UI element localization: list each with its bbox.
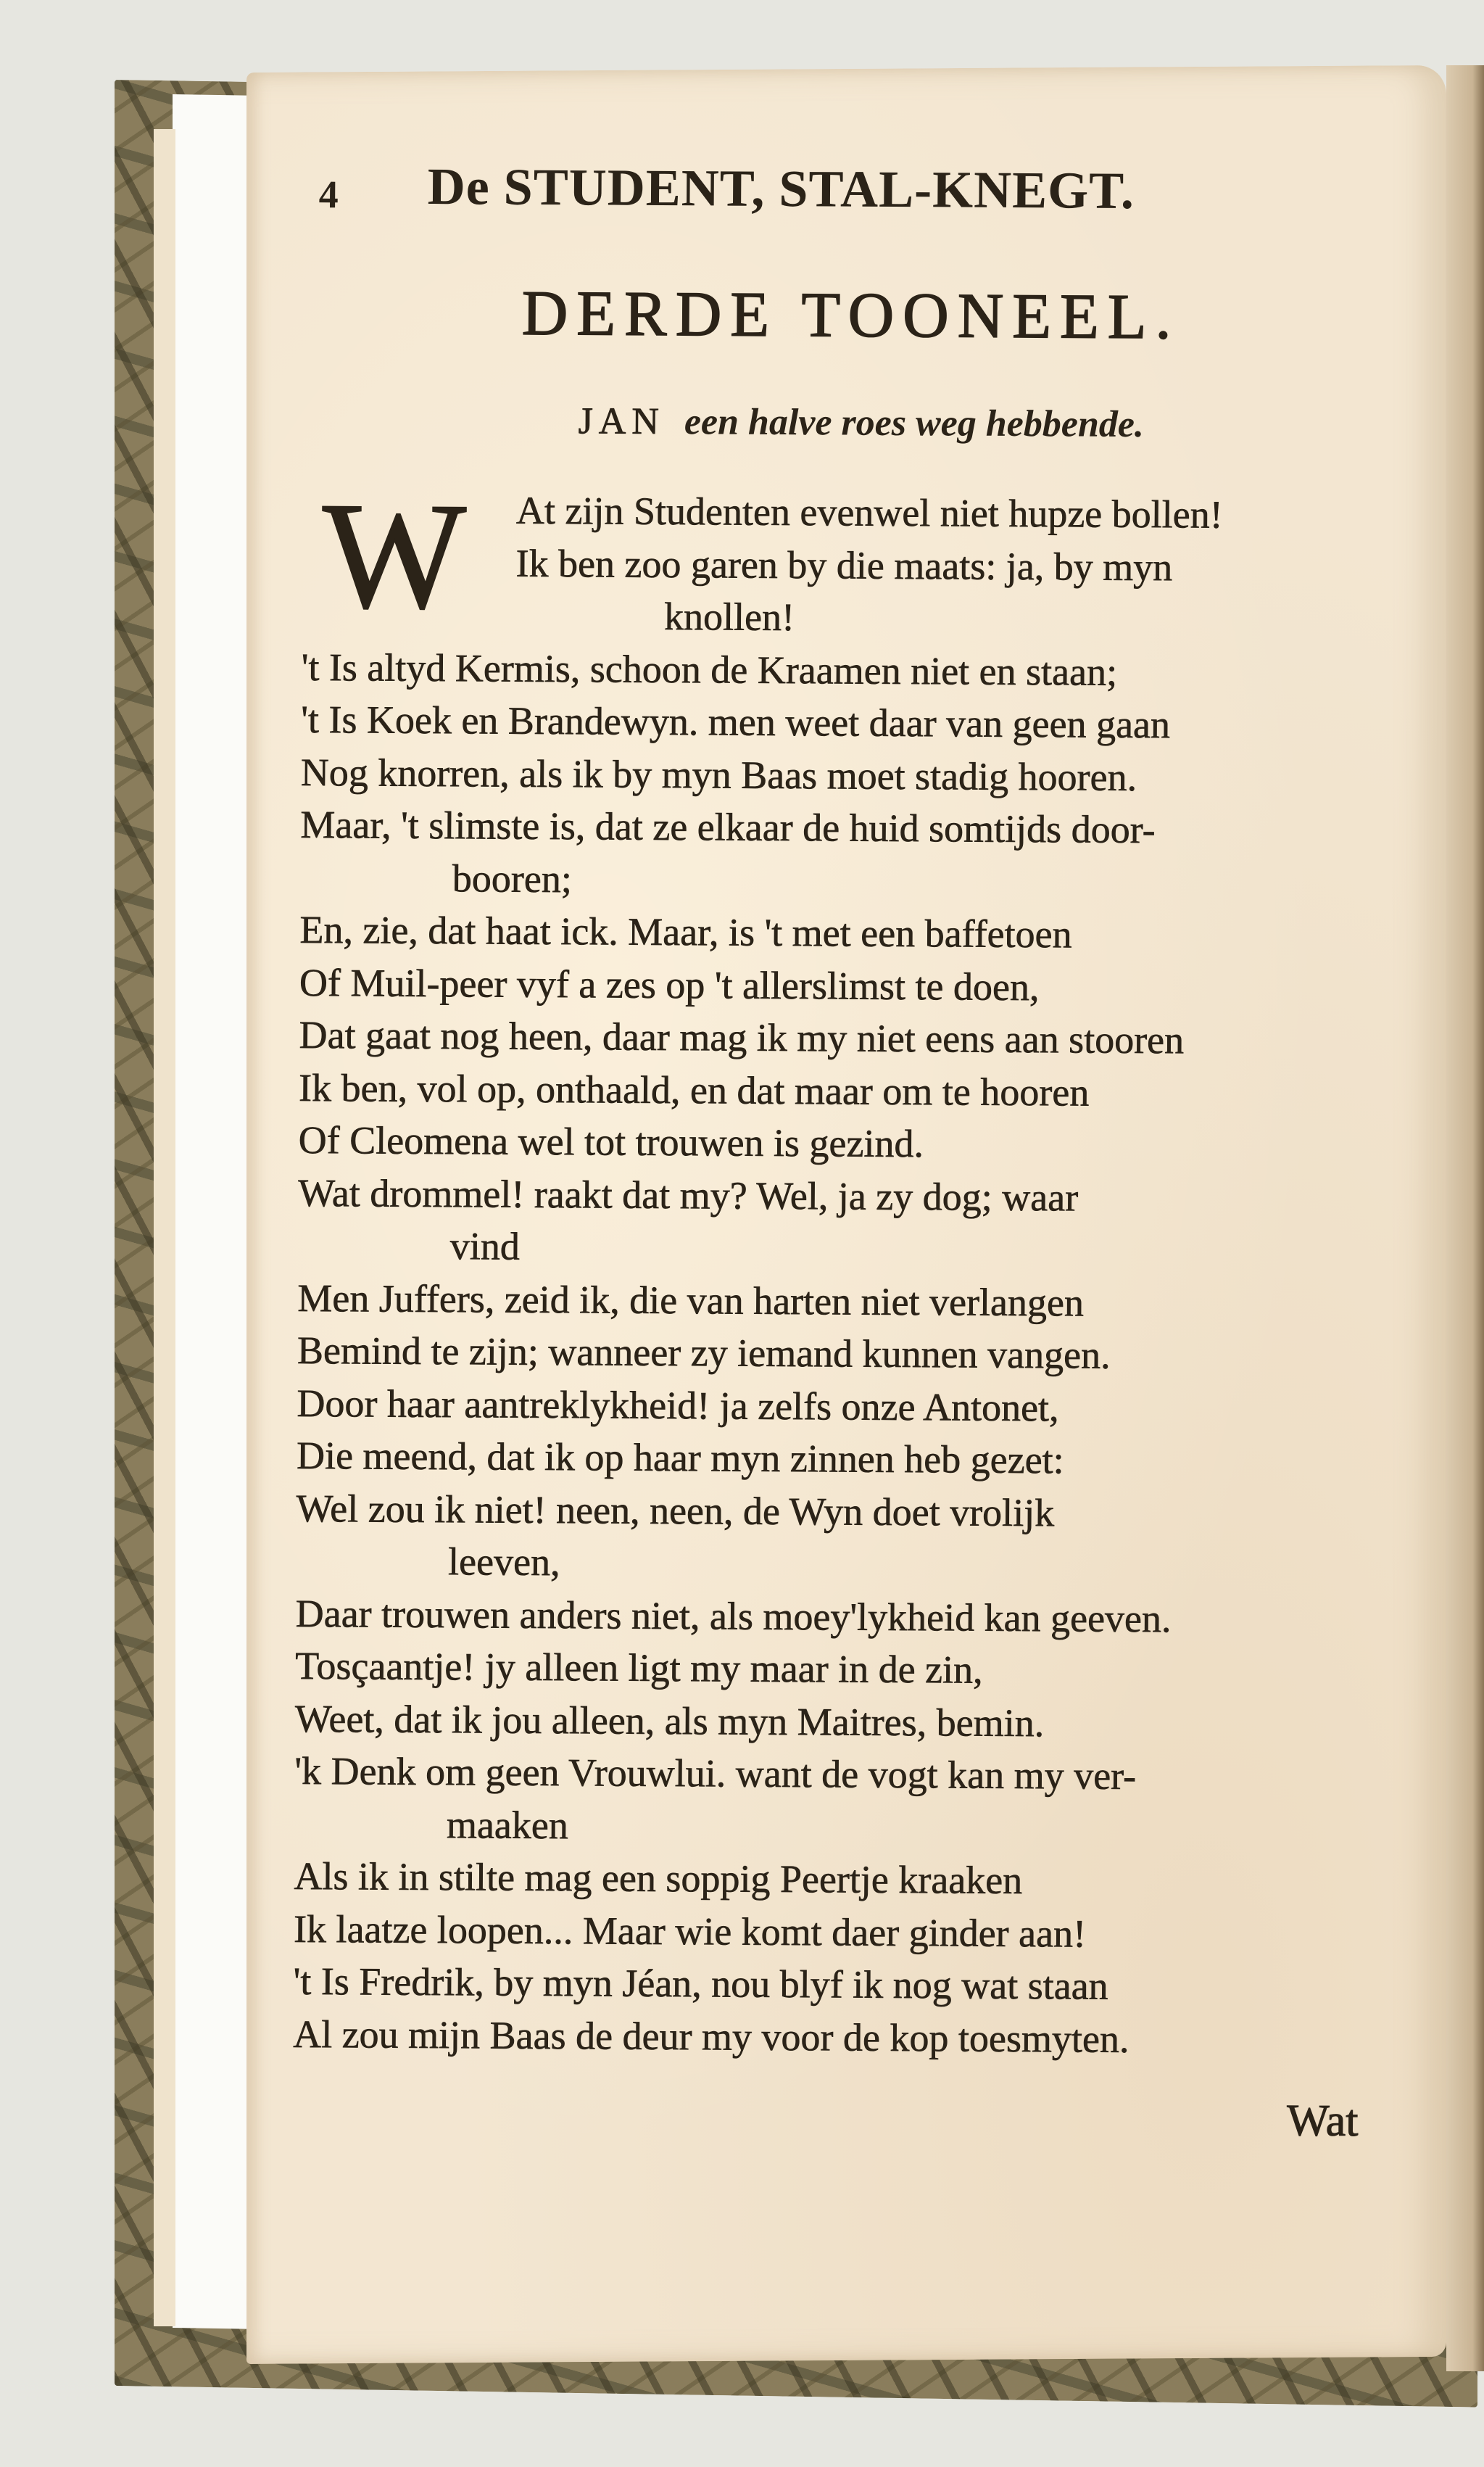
verse-line: Men Juffers, zeid ik, die van harten niet verlangen bbox=[297, 1276, 1085, 1325]
scene-title: DERDE TOONEEL. bbox=[521, 278, 1180, 353]
verse-line: booren; bbox=[452, 856, 573, 901]
running-head bbox=[304, 156, 1421, 228]
page-number: 4 bbox=[318, 173, 339, 217]
verse-line: 'k Denk om geen Vrouwlui. want de vogt kan my ver- bbox=[294, 1748, 1137, 1798]
verse-line: Wat drommel! raakt dat my? Wel, ja zy dog; waar bbox=[298, 1170, 1079, 1220]
verse-line: maaken bbox=[446, 1802, 569, 1847]
speaker-name: JAN bbox=[578, 400, 666, 443]
page-edge-right bbox=[1446, 65, 1484, 2371]
verse-line: Als ik in stilte mag een soppig Peertje kraaken bbox=[294, 1854, 1023, 1903]
verse-line: 't Is Koek en Brandewyn. men weet daar van geen gaan bbox=[301, 697, 1171, 747]
verse-line: Ik ben zoo garen by die maats: ja, by myn bbox=[515, 541, 1173, 589]
verse-line: vind bbox=[449, 1224, 521, 1268]
running-title: De STUDENT, STAL-KNEGT. bbox=[427, 157, 1135, 220]
verse-line: Bemind te zijn; wanneer zy iemand kunnen vangen. bbox=[297, 1328, 1111, 1377]
stage-direction: een halve roes weg hebbende. bbox=[684, 401, 1145, 446]
verse-line: Of Muil-peer vyf a zes op 't allerslimst te doen, bbox=[299, 960, 1040, 1009]
verse-line: Ik laatze loopen... Maar wie komt daer ginder aan! bbox=[293, 1906, 1087, 1956]
verse-block bbox=[292, 471, 1419, 2067]
verse-line: Daar trouwen anders niet, als moey'lykheid kan geeven. bbox=[295, 1591, 1172, 1640]
speaker-heading bbox=[303, 398, 1419, 447]
verse-line: Weet, dat ik jou alleen, als myn Maitres, bemin. bbox=[294, 1696, 1045, 1745]
verse-line: Of Cleomena wel tot trouwen is gezind. bbox=[298, 1117, 924, 1166]
verse-line: knollen! bbox=[663, 595, 795, 640]
verse-line: Die meend, dat ik op haar myn zinnen heb gezet: bbox=[296, 1433, 1064, 1482]
verse-line: At zijn Studenten evenwel niet hupze bollen! bbox=[515, 488, 1223, 537]
verse-line: leeven, bbox=[447, 1540, 560, 1584]
drop-cap: W bbox=[321, 471, 467, 641]
verse-line: Ik ben, vol op, onthaald, en dat maar om te hooren bbox=[298, 1065, 1090, 1115]
flyleaf-inner-edge bbox=[154, 129, 175, 2326]
verse-line: Nog knorren, als ik by myn Baas moet stadig hooren. bbox=[300, 750, 1137, 799]
catchword: Wat bbox=[1286, 2096, 1359, 2146]
page-content bbox=[292, 156, 1421, 2147]
verse-line: 't Is Fredrik, by myn Jéan, nou blyf ik nog wat staan bbox=[293, 1959, 1108, 2008]
verse-line: Maar, 't slimste is, dat ze elkaar de huid somtijds door- bbox=[300, 802, 1156, 852]
verse-lines bbox=[292, 471, 1419, 2067]
verse-line: Tosçaantje! jy alleen ligt my maar in de zin, bbox=[295, 1643, 983, 1692]
verse-line: Wel zou ik niet! neen, neen, de Wyn doet vrolijk bbox=[296, 1486, 1055, 1534]
verse-line: 't Is altyd Kermis, schoon de Kraamen niet en staan; bbox=[301, 645, 1118, 694]
verse-line: Al zou mijn Baas de deur my voor de kop toesmyten. bbox=[292, 2012, 1129, 2061]
flyleaf-strip bbox=[173, 94, 252, 2329]
verse-line: Door haar aantreklykheid! ja zelfs onze Antonet, bbox=[297, 1381, 1059, 1429]
verse-line: Dat gaat nog heen, daar mag ik my niet eens aan stooren bbox=[299, 1012, 1185, 1062]
verse-line: En, zie, dat haat ick. Maar, is 't met een baffetoen bbox=[299, 907, 1072, 956]
